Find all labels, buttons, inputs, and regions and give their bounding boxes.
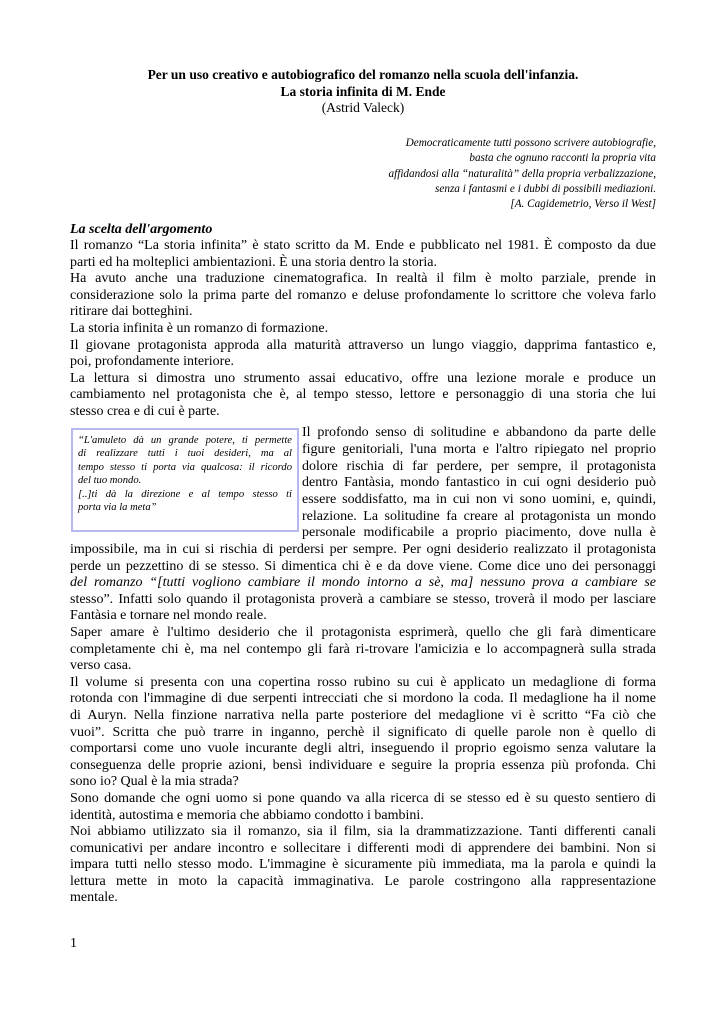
document-title [70,67,656,117]
epigraph-line: senza i fantasmi e i dubbi di possibili mediazioni. [435,182,656,195]
text-line: Sono domande che ogni uomo si pone quando va alla ricerca di se stesso ed è su questo sentiero di [70,790,656,806]
wrapped-line: figure genitoriali, l'una morta e l'altro ripiegato nel proprio [302,442,656,457]
quote-line: del tuo mondo. [78,475,142,487]
text-line: identità, autostima e memoria che abbiamo condotto i bambini. [70,807,424,823]
wrapped-line: Il profondo senso di solitudine e abbandono da parte delle [302,425,656,440]
wrapped-line: relazione. La solitudine fa creare al protagonista un mondo [302,509,656,524]
title-line-2: La storia infinita di M. Ende [280,83,446,99]
text-line: rotonda con l'immagine di due serpenti intrecciati che si mordono la coda. Il medaglione ha il nome [70,691,656,707]
epigraph-line: Democraticamente tutti possono scrivere autobiografie, [405,137,656,149]
text-line: cambiamento nel protagonista che è, al tempo stesso, lettore e personaggio di una storia che lui [70,387,656,403]
text-line: stesso crea e di cui è parte. [70,403,220,419]
wrapped-line: dolore rischia di far perdere, per sempre, il protagonista [302,459,656,474]
quote-line: “L'amuleto dà un grande potere, ti permette [78,435,292,446]
text-line: ritirare dai botteghini. [70,304,193,320]
quote-box [71,428,299,532]
epigraph-line: basta che ognuno racconti la propria vita [469,152,656,165]
text-line: Fantàsia e tornare nel mondo reale. [70,608,267,624]
text-line: stesso”. Infatti solo quando il protagonista proverà a cambiare se stesso, troverà il modo per lasciare [70,591,656,607]
section-heading: La scelta dell'argomento [70,222,213,237]
text-line: impossibile, ma in cui si rischia di perdersi per sempre. Per ogni desiderio realizzato il protagonista [70,542,656,557]
text-line: mentale. [70,890,118,906]
text-line: Saper amare è l'ultimo desiderio che il protagonista esprimerà, quello che gli farà dimenticare [70,624,656,640]
intro-paragraphs [70,238,656,421]
quote-line: di realizzare tutti i tuoi desideri, ma al [78,448,292,460]
text-line: Il volume si presenta con una copertina rosso rubino su cui è applicato un medaglione di forma [70,674,656,690]
title-line-1: Per un uso creativo e autobiografico del romanzo nella scuola dell'infanzia. [147,67,579,82]
text-line: di Auryn. Nella finzione narrativa nella parte posteriore del medaglione vi è scritto “Fa ciò che [70,707,656,723]
author-line: (Astrid Valeck) [321,100,405,115]
text-line: poi, profondamente interiore. [70,354,235,370]
quote-line: [..]ti dà la direzione e al tempo stesso ti [78,488,292,500]
epigraph [296,136,656,212]
text-line: impara tutti nello stesso modo. L'immagine è sicuramente più immediata, ma la parola e quindi la [70,857,656,873]
text-line: vuoi”. Scritta che può trarre in inganno, perchè il significato di quelle parole non è quello di [70,724,656,740]
text-line: comunicativi per andare incontro e sollecitare i differenti modi di apprendere dei bambini. Non si [70,840,656,856]
text-line: Noi abbiamo utilizzato sia il romanzo, sia il film, sia la drammatizzazione. Tanti differenti canali [70,824,656,840]
text-line: conseguenza delle proprie azioni, bensì individuare e seguire la propria essenza più profonda. Chi [70,757,656,773]
wrapped-line: dentro Fantàsia, mondo fantastico in cui ogni desiderio può [302,475,656,490]
epigraph-source: [A. Cagidemetrio, Verso il West] [510,198,656,211]
quote-line: porta via la meta” [78,502,157,514]
text-line: Il giovane protagonista approda alla maturità attraverso un lungo viaggio, dapprima fantastico e, [70,337,656,353]
text-line: del romanzo “[tutti vogliono cambiare il mondo intorno a sè, ma] nessuno prova a cambiare se [70,575,656,591]
text-line: sono io? Qual è la mia strada? [70,774,239,790]
text-line: La lettura si dimostra uno strumento assai educativo, offre una lezione morale e produce un [70,370,656,386]
text-line: lettura mette in moto la capacità immaginativa. Le parole costringono alla rappresentazione [70,873,656,889]
text-line: completamente chi è, ma nel contempo gli farà ri-trovare l'amicizia e lo accompagnerà sulla strada [70,641,656,657]
text-line: Ha avuto anche una traduzione cinematografica. In realtà il film è molto parziale, prende in [70,271,656,287]
wrapped-line: essere soddisfatto, ma in cui non vi sono uomini, e, quindi, [302,492,656,507]
text-line: perde un pezzettino di se stesso. Si dimentica chi è e da dove viene. Come dice uno dei personaggi [70,558,656,574]
wrapped-line: personale modificabile a proprio piacimento, dove nulla è [302,525,656,540]
text-line: La storia infinita è un romanzo di formazione. [70,320,329,336]
body-paragraphs [70,542,656,907]
text-line: comportarsi come uno vuole incurante degli altri, inseguendo il proprio egoismo senza valutare la [70,741,656,757]
text-line: verso casa. [70,658,132,674]
quote-line: tempo stesso ti porta via qualcosa: il ricordo [78,461,292,473]
text-line: Il romanzo “La storia infinita” è stato scritto da M. Ende e pubblicato nel 1981. È composto da due [70,238,656,253]
text-line: parti ed ha molteplici ambientazioni. È una storia dentro la storia. [70,254,437,270]
epigraph-line: affidandosi alla “naturalità” della propria verbalizzazione, [388,167,656,180]
page-number: 1 [70,936,77,951]
text-line: considerazione solo la prima parte del romanzo e deluse profondamente lo scrittore che voleva farlo [70,287,656,303]
